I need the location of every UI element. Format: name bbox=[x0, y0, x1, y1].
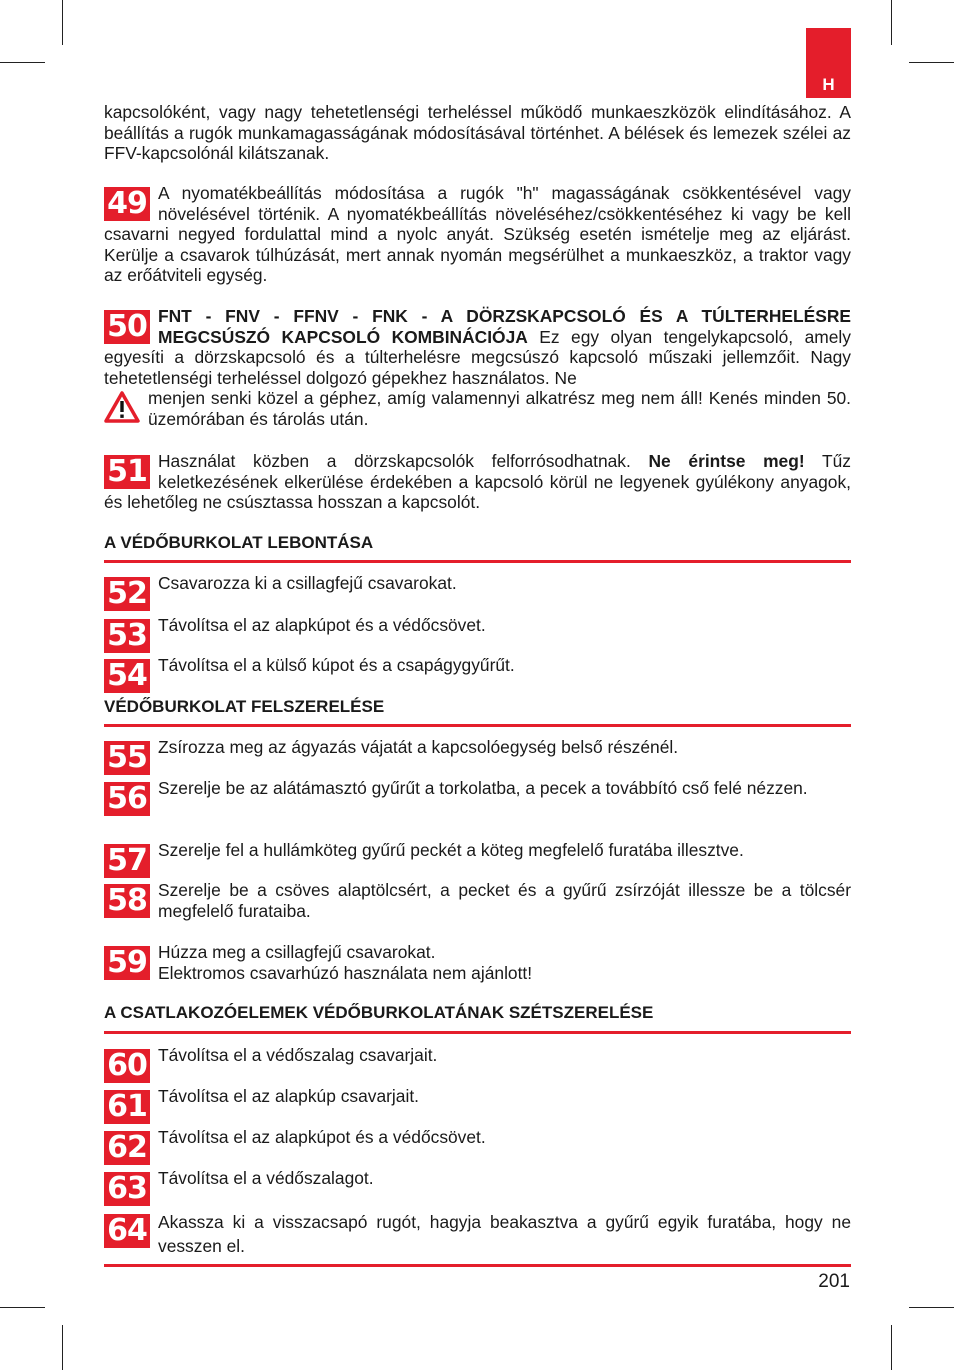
step-text: A nyomatékbeállítás módosítása a rugók "h" magasságának csökkentésével vagy növelésével történik. A nyomatékbeállítás növeléséhez/csökkentéséhez ki vagy be kell csavarni negyed fordulattal mind a nyolc anyát. Szükség esetén ismételje meg az eljárást. Kerülje a csavarok túlhúzását, mert annak nyomán megsérülhet a munkaeszköz, a traktor vagy az erőátviteli egység. bbox=[104, 183, 851, 285]
step-number-badge: 56 bbox=[104, 782, 150, 816]
step-text: Szerelje be az alátámasztó gyűrűt a torkolatba, a pecek a továbbító cső felé nézzen. bbox=[158, 778, 808, 798]
step-text: Távolítsa el az alapkúpot és a védőcsövet. bbox=[158, 1127, 486, 1147]
step-text: Távolítsa el a védőszalag csavarjait. bbox=[158, 1045, 438, 1065]
language-tab-label: H bbox=[822, 75, 835, 94]
crop-mark bbox=[62, 0, 63, 45]
step-text: Elektromos csavarhúzó használata nem ajánlott! bbox=[158, 962, 533, 983]
step-text: Szerelje fel a hullámköteg gyűrű peckét a köteg megfelelő furatába illesztve. bbox=[158, 840, 744, 860]
section-divider bbox=[104, 560, 851, 563]
step-number-badge: 63 bbox=[104, 1172, 150, 1206]
warning-icon bbox=[104, 390, 140, 424]
crop-mark bbox=[891, 0, 892, 45]
crop-mark bbox=[0, 62, 45, 63]
step-text: Ez egy olyan tengelykapcsoló, amely egyesíti a dörzskapcsoló és a túlterhelésre megcsúszó kapcsoló műszaki jellemzőit. Nagy tehetetlenségi terheléssel dolgozó gépekhez használatos. Ne bbox=[104, 326, 851, 388]
step-number-badge: 54 bbox=[104, 659, 150, 693]
section-heading: A CSATLAKOZÓELEMEK VÉDŐBURKOLATÁNAK SZÉTSZERELÉSE bbox=[104, 1003, 654, 1022]
step-text: Távolítsa el a védőszalagot. bbox=[158, 1168, 374, 1188]
warning-emphasis: Ne érintse meg! bbox=[648, 451, 805, 471]
step-number-badge: 55 bbox=[104, 741, 150, 775]
step-56 bbox=[104, 778, 851, 818]
step-text: Húzza meg a csillagfejű csavarokat. bbox=[158, 942, 436, 962]
step-49 bbox=[104, 183, 851, 286]
step-number-badge: 62 bbox=[104, 1131, 150, 1165]
step-51 bbox=[104, 451, 851, 513]
step-number-badge: 49 bbox=[104, 187, 150, 221]
step-number-badge: 64 bbox=[104, 1214, 150, 1248]
crop-mark bbox=[909, 62, 954, 63]
step-54 bbox=[104, 655, 851, 695]
step-50 bbox=[104, 306, 851, 429]
step-text: Távolítsa el az alapkúpot és a védőcsövet. bbox=[158, 615, 486, 635]
step-text: Használat közben a dörzskapcsolók felforrósodhatnak. bbox=[158, 451, 649, 471]
step-55 bbox=[104, 737, 851, 777]
section-divider bbox=[104, 1031, 851, 1034]
step-text: Csavarozza ki a csillagfejű csavarokat. bbox=[158, 573, 457, 593]
step-number-badge: 53 bbox=[104, 619, 150, 653]
step-58 bbox=[104, 880, 851, 921]
crop-mark bbox=[62, 1325, 63, 1370]
step-62 bbox=[104, 1127, 851, 1167]
step-64 bbox=[104, 1210, 851, 1258]
warning-block bbox=[104, 388, 851, 429]
language-tab bbox=[806, 28, 851, 98]
step-52 bbox=[104, 573, 851, 613]
step-number-badge: 52 bbox=[104, 577, 150, 611]
step-text: Távolítsa el a külső kúpot és a csapágygyűrűt. bbox=[158, 655, 515, 675]
step-text: Zsírozza meg az ágyazás vájatát a kapcsolóegység belső részénél. bbox=[158, 737, 679, 757]
step-59 bbox=[104, 942, 851, 983]
step-number-badge: 50 bbox=[104, 310, 150, 344]
step-number-badge: 51 bbox=[104, 455, 150, 489]
crop-mark bbox=[0, 1307, 45, 1308]
step-60 bbox=[104, 1045, 851, 1085]
step-text: Szerelje be a csöves alaptölcsért, a pecket és a gyűrű zsírzóját illessze be a tölcsér megfelelő furataiba. bbox=[158, 880, 851, 921]
section-heading: VÉDŐBURKOLAT FELSZERELÉSE bbox=[104, 697, 385, 716]
step-53 bbox=[104, 615, 851, 655]
step-text: Tűz keletkezésének elkerülése érdekében a kapcsoló körül ne legyenek gyúlékony anyagok, és lehetőleg ne csúsztassa hosszan a kapcsolót. bbox=[104, 451, 851, 512]
intro-paragraph: kapcsolóként, vagy nagy tehetetlenségi terheléssel működő munkaeszközök elindításához. A beállítás a rugók munkamagasságának módosításával történhet. A bélések és lemezek szélei az FFV-kapcsolónál kilátszanak. bbox=[104, 102, 851, 163]
section-divider bbox=[104, 724, 851, 727]
warning-text: menjen senki közel a géphez, amíg valamennyi alkatrész meg nem áll! Kenés minden 50. üzemórában és tárolás után. bbox=[148, 388, 851, 429]
step-text: Távolítsa el az alapkúp csavarjait. bbox=[158, 1086, 419, 1106]
step-number-badge: 58 bbox=[104, 884, 150, 918]
footer-divider bbox=[104, 1264, 851, 1267]
step-number-badge: 60 bbox=[104, 1049, 150, 1083]
step-number-badge: 59 bbox=[104, 946, 150, 980]
section-title: FNT - FNV - FFNV - FNK - A DÖRZSKAPCSOLÓ ÉS A TÚLTERHELÉSRE MEGCSÚSZÓ KAPCSOLÓ KOMBINÁCIÓJA bbox=[158, 306, 851, 347]
crop-mark bbox=[909, 1307, 954, 1308]
step-number-badge: 61 bbox=[104, 1090, 150, 1124]
page-number: 201 bbox=[818, 1271, 850, 1292]
section-heading: A VÉDŐBURKOLAT LEBONTÁSA bbox=[104, 533, 374, 552]
step-61 bbox=[104, 1086, 851, 1126]
step-63 bbox=[104, 1168, 851, 1208]
step-57 bbox=[104, 840, 851, 880]
crop-mark bbox=[891, 1325, 892, 1370]
step-text: Akassza ki a visszacsapó rugót, hagyja beakasztva a gyűrű egyik furatába, hogy ne vesszen el. bbox=[158, 1212, 851, 1256]
step-number-badge: 57 bbox=[104, 844, 150, 878]
